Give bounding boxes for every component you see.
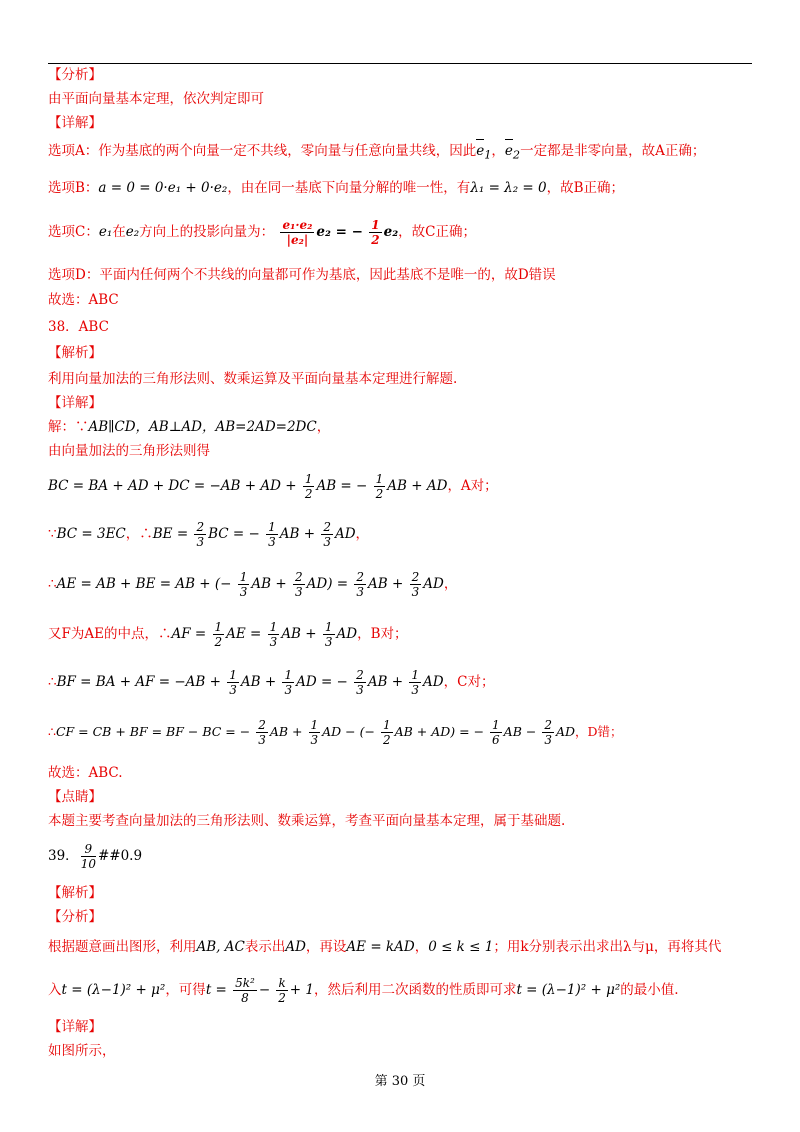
analysis-text: 由平面向量基本定理，依次判定即可 — [48, 91, 264, 107]
equation-cf: ∴CF = CB + BF = BF − BC = − $\frac{2}{3}$ AB + $\frac{1}{3}$ AD − (− $\frac{1}{2}$ AB + AD) = − $\frac{1}{6}$ AB − $\frac{2}{3}$ AD，D错； — [48, 718, 623, 747]
detail-39-text: 如图所示， — [48, 1043, 116, 1059]
header-rule — [48, 63, 752, 64]
option-a-line: 选项A：作为基底的两个向量一定不共线，零向量与任意向量共线，因此$e_1$，$e_2$一定都是非零向量，故A正确； — [48, 143, 706, 162]
analysis-39-line2: 入t = (λ−1)² + μ²，可得t = $\frac{\text{5k²}}{8}$ − $\frac{k}{2}$ + 1，然后利用二次函数的性质即可求t = (λ−1)² + μ²的最小值. — [48, 976, 679, 1005]
answer-38-final: 故选：ABC. — [48, 765, 123, 781]
equation-bf: ∴BF = BA + AF = −AB + $\frac{1}{3}$ AB + $\frac{1}{3}$ AD = − $\frac{2}{3}$ AB + $\frac{1}{3}$ AD，C对； — [48, 668, 495, 697]
heading-detail-39: 【详解】 — [48, 1019, 102, 1035]
equation-bc: BC = BA + AD + DC = −AB + AD + $\frac{1}{2}$ AB = − $\frac{1}{2}$ AB + AD，A对； — [48, 472, 498, 501]
given-line: 解：∵AB∥CD，AB⊥AD，AB=2AD=2DC， — [48, 419, 331, 435]
answer-37: 故选：ABC — [48, 292, 119, 308]
heading-detail-38: 【详解】 — [48, 395, 102, 411]
page-number: 第 30 页 — [374, 1074, 426, 1089]
heading-solution-38: 【解析】 — [48, 345, 102, 361]
option-b-line: 选项B：a = 0 = 0·e₁ + 0·e₂，由在同一基底下向量分解的唯一性，有λ₁ = λ₂ = 0，故B正确； — [48, 180, 625, 196]
heading-analysis-39: 【分析】 — [48, 909, 102, 925]
heading-solution-39: 【解析】 — [48, 885, 102, 901]
heading-comment: 【点睛】 — [48, 789, 102, 805]
analysis-39-line1: 根据题意画出图形，利用AB, AC表示出AD，再设AE = kAD，0 ≤ k ≤ 1；用k分别表示出求出λ与μ，再将其代 — [48, 939, 722, 955]
heading-detail: 【详解】 — [48, 115, 102, 131]
option-c-line: 选项C：e₁在e₂方向上的投影向量为： $\frac{\text{e₁·e₂}}{\text{|e₂|}}$ e₂ = − $\frac{1}{2}$ e₂，故C正确； — [48, 218, 476, 247]
equation-ae: ∴AE = AB + BE = AB + (− $\frac{1}{3}$ AB + $\frac{2}{3}$ AD) = $\frac{2}{3}$ AB + $\frac{2}{3}$ AD， — [48, 570, 458, 599]
answer-38: 38．ABC — [48, 319, 109, 335]
equation-af: 又F为AE的中点，∴AF = $\frac{1}{2}$ AE = $\frac{1}{3}$ AB + $\frac{1}{3}$ AD，B对； — [48, 620, 408, 649]
comment-text: 本题主要考查向量加法的三角形法则、数乘运算，考查平面向量基本定理，属于基础题. — [48, 813, 566, 829]
answer-39: 39． $\frac{9}{10}$ ##0.9 — [48, 842, 143, 871]
solution-38-text: 利用向量加法的三角形法则、数乘运算及平面向量基本定理进行解题. — [48, 371, 458, 387]
equation-be: ∵BC = 3EC，∴BE = $\frac{2}{3}$ BC = − $\frac{1}{3}$ AB + $\frac{2}{3}$ AD， — [48, 520, 370, 549]
option-d-line: 选项D：平面内任何两个不共线的向量都可作为基底，因此基底不是唯一的，故D错误 — [48, 267, 556, 283]
triangle-rule-line: 由向量加法的三角形法则得 — [48, 443, 210, 459]
heading-analysis: 【分析】 — [48, 67, 102, 83]
